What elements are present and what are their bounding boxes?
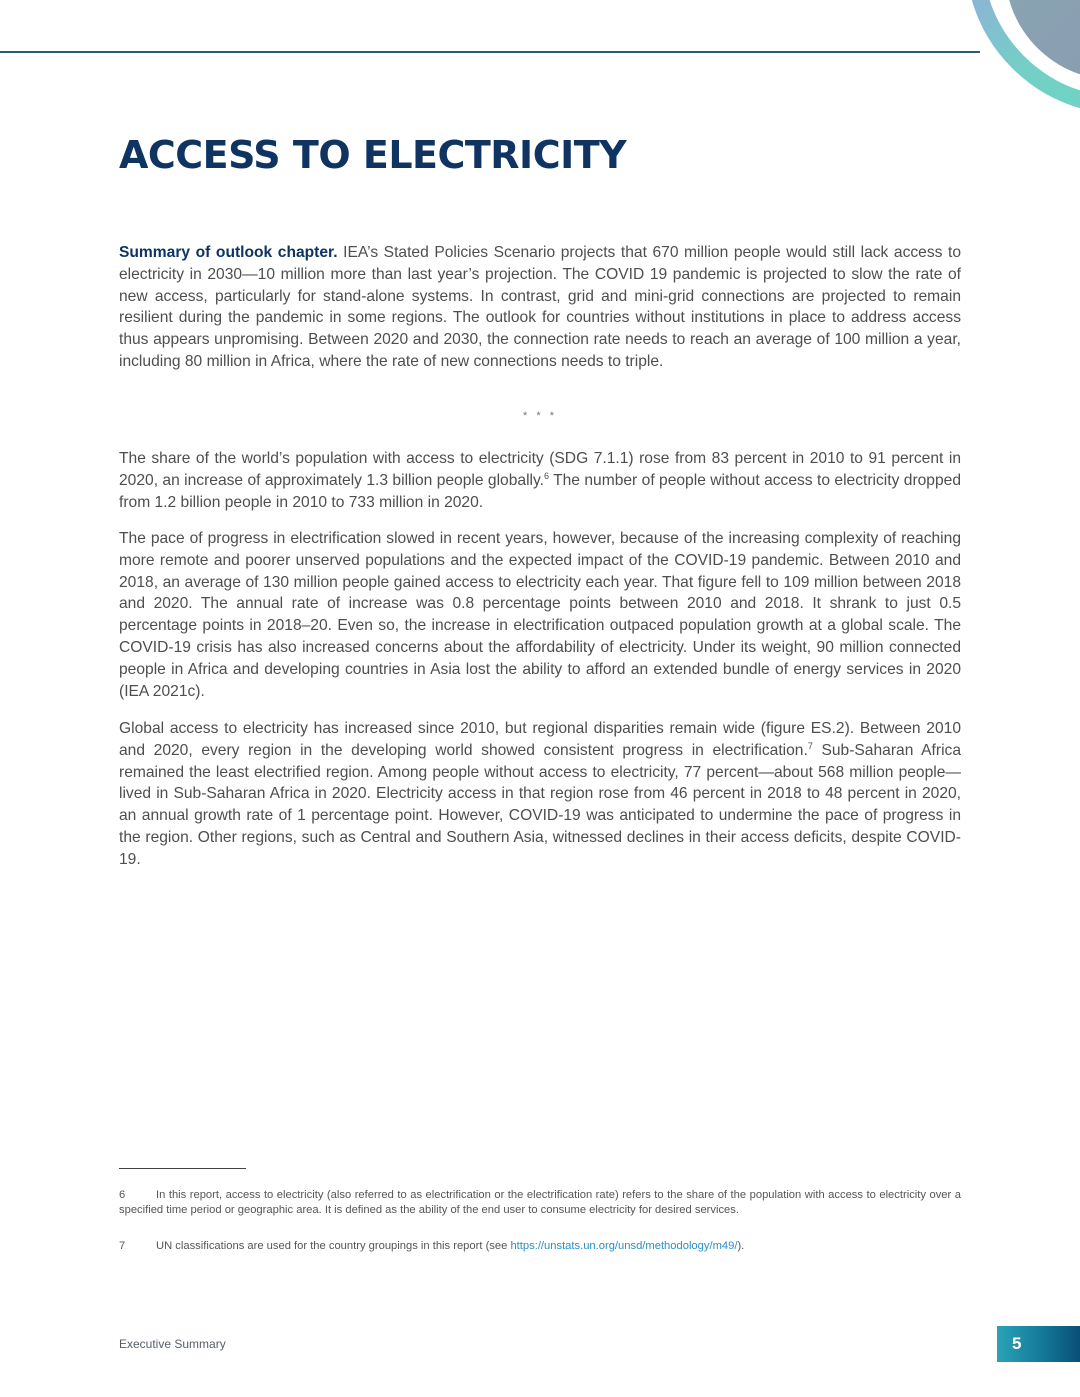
- summary-text: IEA’s Stated Policies Scenario projects that 670 million people would still lack access to electricity in 2030—10 million more than last year’s projection. The COVID 19 pandemic is projected to slow the rate of new access, particularly for stand-alone systems. In contrast, grid and mini-grid connections are projected to remain resilient during the pandemic in some regions. The outlook for countries without institutions in place to address access thus appears unpromising. Between 2020 and 2030, the connection rate needs to reach an average of 100 million a year, including 80 million in Africa, where the rate of new connections needs to triple.: [119, 244, 962, 370]
- footnote-ref-7[interactable]: 7: [807, 740, 813, 751]
- footnote-text: UN classifications are used for the country groupings in this report (see: [156, 1240, 511, 1252]
- footnote-text: In this report, access to electricity (also referred to as electrification or the electrification rate) refers to the share of the population with access to electricity over a specified time period or geographic area. It is defined as the ability of the end user to consume electricity for desired services.: [119, 1189, 961, 1216]
- paragraph-text: The number of people without access to electricity dropped from 1.2 billion people in 2010 to 733 million in 2020.: [119, 471, 961, 511]
- paragraph-text: The share of the world’s population with access to electricity (SDG 7.1.1) rose from 83 percent in 2010 to 91 percent in 2020, an increase of approximately 1.3 billion people globally.: [119, 450, 961, 489]
- paragraph-text: Global access to electricity has increased since 2010, but regional disparities remain wide (figure ES.2). Between 2010 and 2020, every region in the developing world showed consistent progress in electrification.: [119, 720, 961, 759]
- footnote-rule: [119, 1168, 246, 1169]
- footnote-number: 6: [119, 1189, 126, 1201]
- body-paragraph-1: [119, 448, 961, 513]
- un-m49-link[interactable]: https://unstats.un.org/unsd/methodology/m49/: [510, 1240, 738, 1252]
- page-number-badge: [997, 1326, 1080, 1362]
- body-paragraph-3: [119, 718, 961, 871]
- footnote-6: [119, 1188, 961, 1218]
- page-number: 5: [1012, 1334, 1022, 1353]
- footnote-7: [119, 1239, 961, 1254]
- body-paragraph-2: The pace of progress in electrification slowed in recent years, however, because of the increasing complexity of reaching more remote and poorer unserved populations and the expected impact of the COVID-19 pandemic. Between 2010 and 2018, an average of 130 million people gained access to electricity each year. That figure fell to 109 million between 2018 and 2020. The annual rate of increase was 0.8 percentage points between 2010 and 2018. It shrank to just 0.5 percentage points in 2018–20. Even so, the increase in electrification outpaced population growth at a global scale. The COVID-19 crisis has also increased concerns about the affordability of electricity. Under its weight, 90 million connected people in Africa and developing countries in Asia lost the ability to afford an extended bundle of energy services in 2020 (IEA 2021c).: [119, 530, 961, 700]
- footer-section-label: Executive Summary: [119, 1337, 226, 1351]
- corner-arc-decoration: [940, 0, 1080, 130]
- page-title: ACCESS TO ELECTRICITY: [119, 133, 627, 177]
- summary-paragraph: [119, 242, 961, 373]
- section-separator: * * *: [523, 410, 557, 422]
- footnote-number: 7: [119, 1240, 126, 1252]
- footnote-text: ).: [737, 1240, 745, 1252]
- footnote-ref-6[interactable]: 6: [543, 470, 549, 481]
- summary-lead-in: Summary of outlook chapter.: [119, 244, 338, 261]
- paragraph-text: Sub-Saharan Africa remained the least electrified region. Among people without access to electricity, 77 percent—about 568 million people—lived in Sub-Saharan Africa in 2020. Electricity access in that region rose from 46 percent in 2018 to 48 percent in 2020, an annual growth rate of 1 percentage point. However, COVID-19 was anticipated to undermine the pace of progress in the region. Other regions, such as Central and Southern Asia, witnessed declines in their access deficits, despite COVID-19.: [119, 741, 962, 868]
- header-rule: [0, 51, 980, 53]
